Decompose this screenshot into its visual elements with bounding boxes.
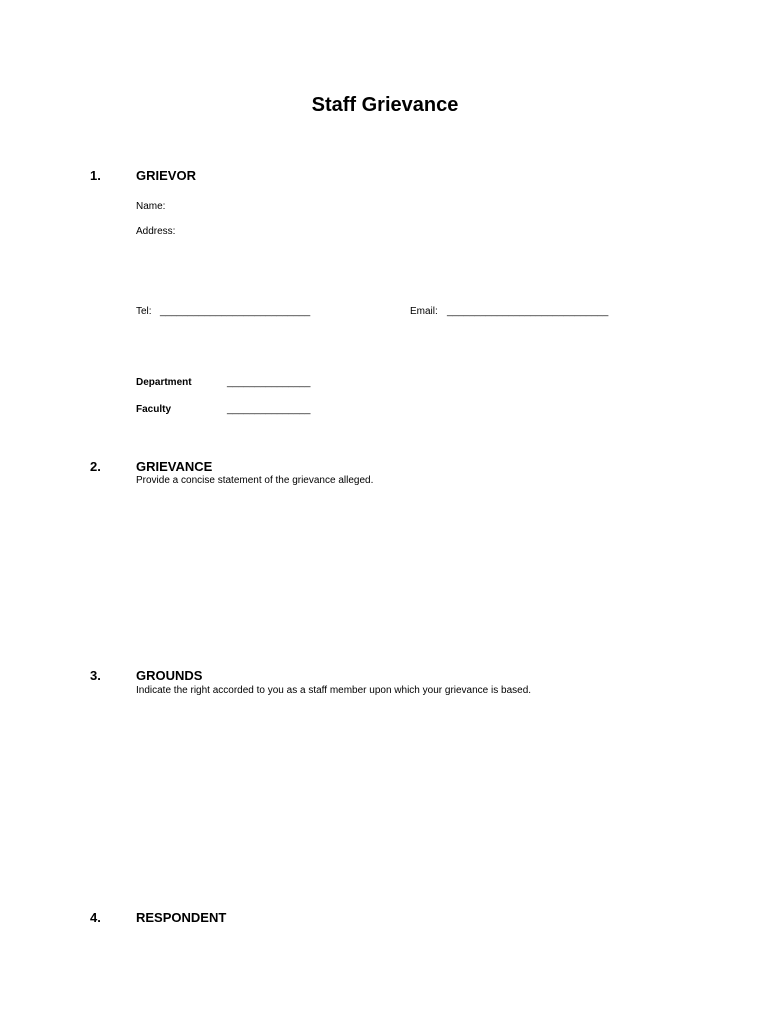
document-title: Staff Grievance (311, 94, 459, 116)
department-label: Department (136, 377, 192, 388)
section-3-heading: GROUNDS (136, 668, 203, 683)
section-2-number: 2. (90, 459, 101, 474)
address-label: Address: (136, 226, 176, 237)
faculty-label: Faculty (136, 404, 172, 415)
tel-line[interactable]: ___________________________ (160, 306, 311, 317)
section-2-instruction: Provide a concise statement of the grievance alleged. (136, 475, 374, 486)
section-3-number: 3. (90, 668, 101, 683)
section-1-heading: GRIEVOR (136, 168, 196, 183)
email-label: Email: (410, 306, 438, 317)
section-4-heading: RESPONDENT (136, 910, 227, 925)
tel-label: Tel: (136, 306, 152, 317)
section-1-number: 1. (90, 168, 101, 183)
department-line[interactable]: _______________ (227, 377, 311, 388)
name-label: Name: (136, 201, 166, 212)
section-4-number: 4. (90, 910, 101, 925)
faculty-line[interactable]: _______________ (227, 404, 311, 415)
section-2-heading: GRIEVANCE (136, 459, 213, 474)
email-line[interactable]: _____________________________ (447, 306, 609, 317)
section-3-instruction: Indicate the right accorded to you as a staff member upon which your grievance is based. (136, 685, 532, 696)
